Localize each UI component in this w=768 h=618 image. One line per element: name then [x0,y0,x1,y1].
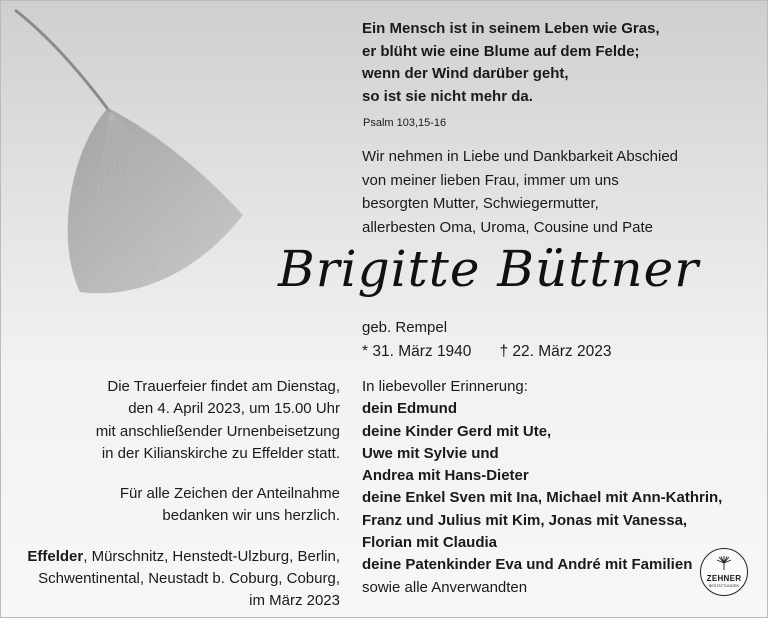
thanks-line: Für alle Zeichen der Anteilnahme [119,485,340,503]
mourner-line: deine Enkel Sven mit Ina, Michael mit Ann-Kathrin, [362,489,723,507]
mourners-heading: In liebevoller Erinnerung: [362,378,528,395]
mourner-line: deine Kinder Gerd mit Ute, [362,422,552,440]
bible-quote [362,18,660,108]
birth-date: * 31. März 1940 [362,343,472,360]
thanks-line: bedanken wir uns herzlich. [162,507,340,525]
farewell-intro [362,145,678,239]
intro-line: besorgten Mutter, Schwiegermutter, [362,195,599,212]
dandelion-icon [714,555,734,571]
mourner-line: Andrea mit Hans-Dieter [362,467,529,485]
ceremony-info [27,376,340,613]
quote-line: so ist sie nicht mehr da. [362,87,533,105]
intro-line: allerbesten Oma, Uroma, Cousine und Pate [362,218,653,236]
ceremony-line: mit anschließender Urnenbeisetzung [95,422,340,440]
date-line: im März 2023 [249,592,340,610]
ceremony-line: den 4. April 2023, um 15.00 Uhr [128,400,340,418]
intro-line: von meiner lieben Frau, immer um uns [362,171,619,189]
mourner-line: Uwe mit Sylvie und [362,444,499,462]
places-line-2: Schwentinental, Neustadt b. Coburg, Coburg, [38,570,340,588]
quote-line: er blüht wie eine Blume auf dem Felde; [362,42,640,60]
deceased-name: Brigitte Büttner [278,240,700,298]
quote-line: Ein Mensch ist in seinem Leben wie Gras, [362,20,660,37]
life-dates [362,341,611,363]
mourner-line: deine Patenkinder Eva und André mit Familien [362,556,693,574]
intro-line: Wir nehmen in Liebe und Dankbarkeit Abschied [362,148,679,165]
places-line [27,546,340,568]
place-rest: , Mürschnitz, Henstedt-Ulzburg, Berlin, [83,547,340,565]
mourner-line: Florian mit Claudia [362,534,498,552]
place-bold: Effelder [27,547,84,565]
ceremony-line: in der Kilianskirche zu Effelder statt. [101,444,340,462]
mourners-closing: sowie alle Anverwandten [362,578,528,596]
birth-name: geb. Rempel [362,319,448,336]
funeral-home-logo [700,548,748,596]
ceremony-line: Die Trauerfeier findet am Dienstag, [107,378,340,395]
logo-brand: ZEHNER [706,574,742,583]
logo-subtitle: BESTATTUNGEN [708,584,740,588]
mourner-line: dein Edmund [362,400,457,418]
mourners-list [362,376,722,599]
death-date: † 22. März 2023 [499,343,612,360]
quote-line: wenn der Wind darüber geht, [362,65,569,82]
mourner-line: Franz und Julius mit Kim, Jonas mit Vanessa, [362,511,688,529]
quote-source: Psalm 103,15-16 [363,117,447,129]
